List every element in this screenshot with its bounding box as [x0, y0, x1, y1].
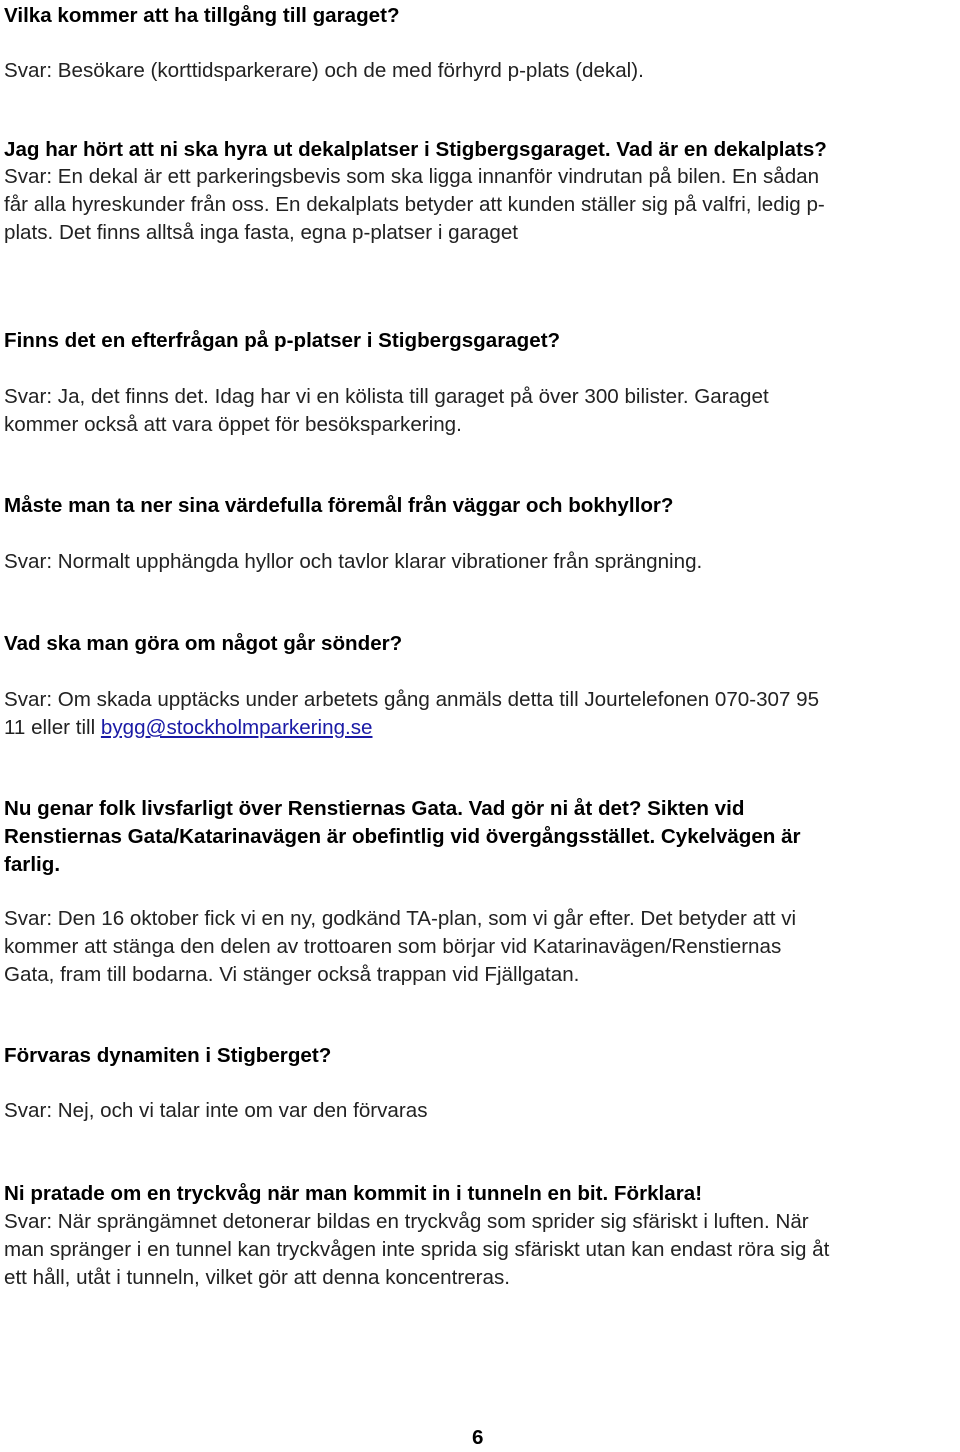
answer-line: Svar: Normalt upphängda hyllor och tavlor klarar vibrationer från sprängning. — [4, 550, 703, 573]
answer-line: Svar: Nej, och vi talar inte om var den förvaras — [4, 1099, 428, 1122]
question-line: Vad ska man göra om något går sönder? — [4, 632, 403, 655]
answer-line: Svar: När sprängämnet detonerar bildas en tryckvåg som sprider sig sfäriskt i luften. När — [4, 1210, 809, 1233]
answer-line: får alla hyreskunder från oss. En dekalplats betyder att kunden ställer sig på valfri, ledig p- — [4, 193, 825, 216]
question-line: Jag har hört att ni ska hyra ut dekalplatser i Stigbergsgaraget. Vad är en dekalplats? — [4, 138, 827, 161]
question-dynamite — [4, 1042, 956, 1070]
question-renstiernas-gata — [4, 795, 956, 879]
answer-line: Svar: En dekal är ett parkeringsbevis som ska ligga innanför vindrutan på bilen. En sådan — [4, 165, 820, 188]
answer-line: Svar: Besökare (korttidsparkerare) och de med förhyrd p-plats (dekal). — [4, 59, 644, 82]
question-line: Nu genar folk livsfarligt över Renstiernas Gata. Vad gör ni åt det? Sikten vid — [4, 797, 745, 820]
question-line: Ni pratade om en tryckvåg när man kommit in i tunneln en bit. Förklara! — [4, 1182, 703, 1205]
answer-line: plats. Det finns alltså inga fasta, egna p-platser i garaget — [4, 221, 518, 244]
question-demand-parking — [4, 327, 956, 355]
question-access-garage — [4, 2, 956, 30]
question-line: Renstiernas Gata/Katarinavägen är obefintlig vid övergångsstället. Cykelvägen är — [4, 825, 801, 848]
question-line: Måste man ta ner sina värdefulla föremål från väggar och bokhyllor? — [4, 494, 674, 517]
question-line: Vilka kommer att ha tillgång till garaget? — [4, 4, 400, 27]
answer-line: ett håll, utåt i tunneln, vilket gör att denna koncentreras. — [4, 1266, 510, 1289]
question-valuables — [4, 492, 956, 520]
page-number: 6 — [472, 1426, 484, 1449]
answer-dynamite — [4, 1097, 956, 1125]
question-line: Finns det en efterfrågan på p-platser i Stigbergsgaraget? — [4, 329, 561, 352]
question-line: Förvaras dynamiten i Stigberget? — [4, 1044, 332, 1067]
answer-damage — [4, 686, 956, 742]
answer-pressure-wave — [4, 1208, 956, 1292]
answer-dekalplats — [4, 163, 956, 247]
answer-line: 11 eller till — [4, 716, 101, 739]
answer-demand-parking — [4, 383, 956, 439]
answer-renstiernas-gata — [4, 905, 956, 989]
answer-line: kommer att stänga den delen av trottoaren som börjar vid Katarinavägen/Renstiernas — [4, 935, 782, 958]
answer-valuables — [4, 548, 956, 576]
question-pressure-wave — [4, 1180, 956, 1208]
email-link[interactable]: bygg@stockholmparkering.se — [100, 716, 373, 739]
answer-line: Svar: Ja, det finns det. Idag har vi en kölista till garaget på över 300 bilister. Garaget — [4, 385, 769, 408]
answer-line: man spränger i en tunnel kan tryckvågen inte sprida sig sfäriskt utan kan endast röra sig åt — [4, 1238, 830, 1261]
answer-line: Svar: Den 16 oktober fick vi en ny, godkänd TA-plan, som vi går efter. Det betyder att vi — [4, 907, 797, 930]
question-line: farlig. — [4, 853, 61, 876]
answer-line: kommer också att vara öppet för besöksparkering. — [4, 413, 462, 436]
answer-access-garage — [4, 57, 956, 85]
question-damage — [4, 630, 956, 658]
answer-line: Svar: Om skada upptäcks under arbetets gång anmäls detta till Jourtelefonen 070-307 95 — [4, 688, 820, 711]
answer-line: Gata, fram till bodarna. Vi stänger också trappan vid Fjällgatan. — [4, 963, 580, 986]
question-dekalplats — [4, 136, 956, 164]
